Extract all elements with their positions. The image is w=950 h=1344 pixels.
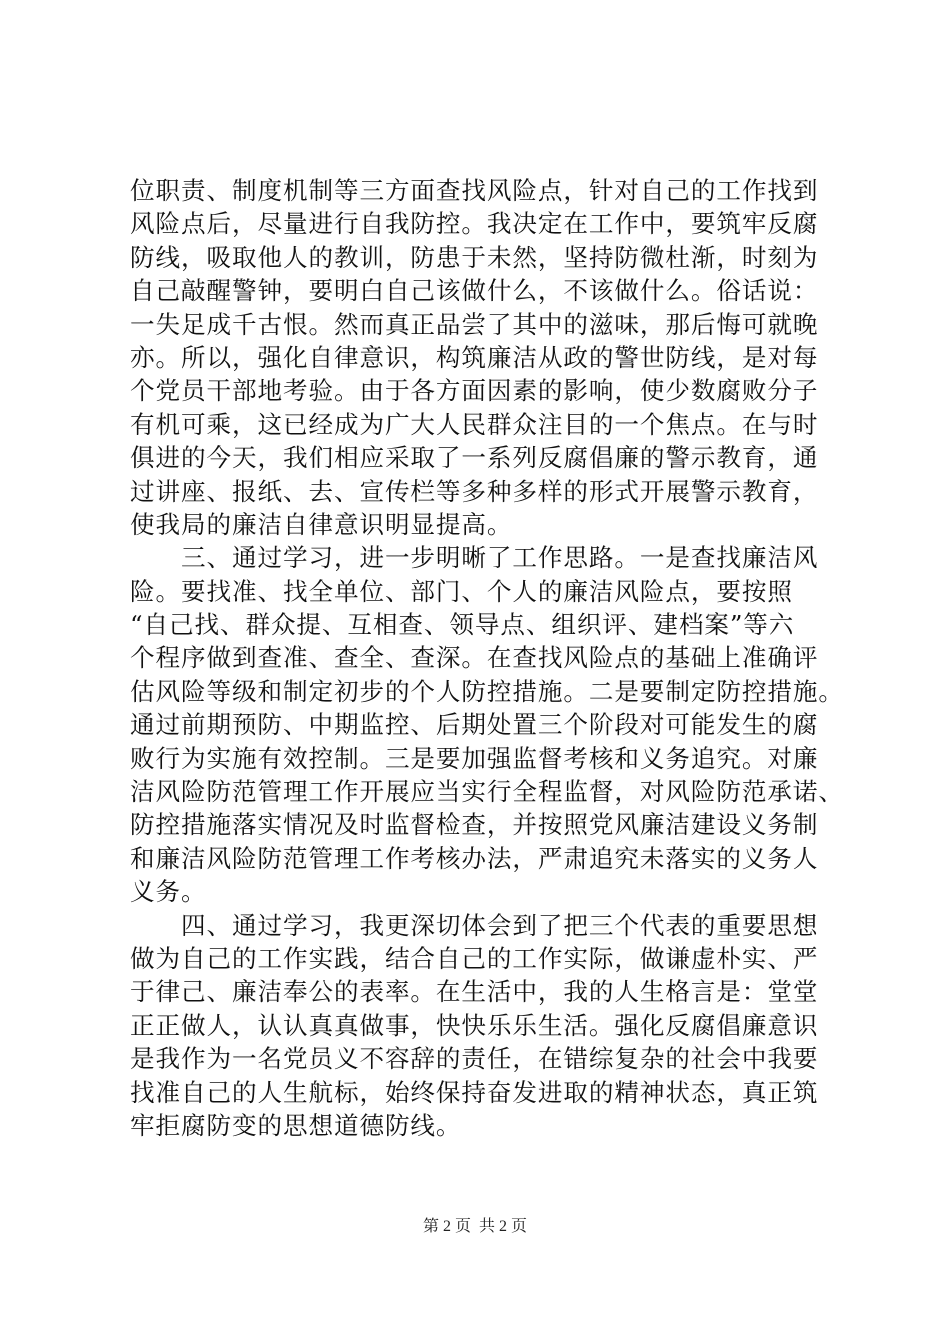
text-line: 有机可乘，这已经成为广大人民群众注目的一个焦点。在与时	[130, 409, 819, 439]
text-line: 一失足成千古恨。然而真正品尝了其中的滋味，那后悔可就晚	[130, 309, 819, 339]
text-line: 风险点后，尽量进行自我防控。我决定在工作中，要筑牢反腐	[130, 209, 819, 239]
text-line: 防线，吸取他人的教训，防患于未然，坚持防微杜渐，时刻为	[130, 242, 819, 272]
paragraph-start-line: 三、通过学习，进一步明晰了工作思路。一是查找廉洁风	[130, 543, 819, 573]
text-line: 个党员干部地考验。由于各方面因素的影响，使少数腐败分子	[130, 376, 819, 406]
page-footer	[0, 1217, 950, 1237]
text-line: 自己敲醒警钟，要明白自己该做什么，不该做什么。俗话说：	[130, 276, 819, 306]
text-line: 亦。所以，强化自律意识，构筑廉洁从政的警世防线，是对每	[130, 342, 819, 372]
paragraph-start-line: 四、通过学习，我更深切体会到了把三个代表的重要思想	[130, 910, 819, 940]
text-line: 使我局的廉洁自律意识明显提高。	[130, 509, 513, 539]
page-number-label: 第 2 页 共 2 页	[422, 1218, 527, 1235]
text-line: 个程序做到查准、查全、查深。在查找风险点的基础上准确评	[130, 643, 819, 673]
text-line: 过讲座、报纸、去、宣传栏等多种多样的形式开展警示教育，	[130, 476, 819, 506]
text-line: 义务。	[130, 877, 207, 907]
text-line: 做为自己的工作实践，结合自己的工作实际，做谦虚朴实、严	[130, 943, 819, 973]
text-line: 于律己、廉洁奉公的表率。在生活中，我的人生格言是：堂堂	[130, 977, 819, 1007]
text-line: 找准自己的人生航标，始终保持奋发进取的精神状态，真正筑	[130, 1077, 819, 1107]
text-line: 和廉洁风险防范管理工作考核办法，严肃追究未落实的义务人	[130, 843, 819, 873]
text-line: 洁风险防范管理工作开展应当实行全程监督，对风险防范承诺、	[130, 777, 844, 807]
text-line: 是我作为一名党员义不容辞的责任，在错综复杂的社会中我要	[130, 1044, 819, 1074]
text-line: 败行为实施有效控制。三是要加强监督考核和义务追究。对廉	[130, 743, 819, 773]
text-line: 位职责、制度机制等三方面查找风险点，针对自己的工作找到	[130, 176, 819, 205]
text-line: 防控措施落实情况及时监督检查，并按照党风廉洁建设义务制	[130, 810, 819, 840]
document-body	[130, 174, 844, 1142]
text-line: 险。要找准、找全单位、部门、个人的廉洁风险点，要按照	[130, 576, 793, 606]
text-line: 牢拒腐防变的思想道德防线。	[130, 1110, 462, 1140]
text-line: 正正做人，认认真真做事，快快乐乐生活。强化反腐倡廉意识	[130, 1010, 819, 1040]
text-line: 俱进的今天，我们相应采取了一系列反腐倡廉的警示教育，通	[130, 443, 819, 473]
text-line: “自己找、群众提、互相查、领导点、组织评、建档案”等六	[130, 610, 795, 640]
text-line: 估风险等级和制定初步的个人防控措施。二是要制定防控措施。	[130, 676, 844, 706]
text-line: 通过前期预防、中期监控、后期处置三个阶段对可能发生的腐	[130, 710, 819, 740]
